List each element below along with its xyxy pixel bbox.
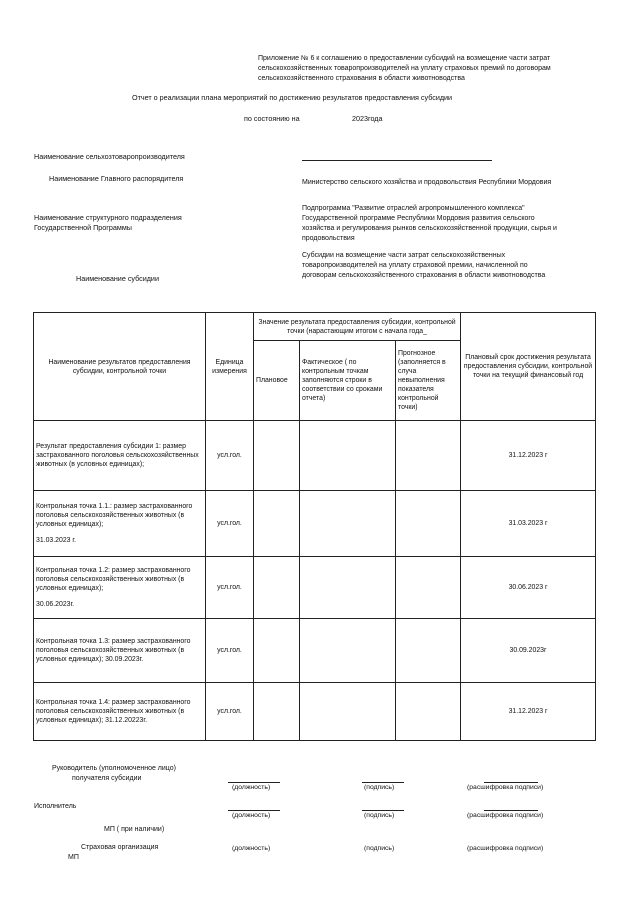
row-forecast[interactable] xyxy=(396,491,461,557)
executor-position-line xyxy=(228,810,280,811)
executor-signature-line xyxy=(362,810,404,811)
head-signature-line xyxy=(362,782,404,783)
row-forecast[interactable] xyxy=(396,557,461,619)
appendix-note: Приложение № 6 к соглашению о предоставлении субсидий на возмещение части затрат сельскохозяйственных товаропроизводителей на уплату страховых премий по договорам сельскохозяйственного страхования в области животноводства xyxy=(258,55,551,82)
row-date-note: 30.06.2023г. xyxy=(36,601,75,608)
table-row xyxy=(34,421,596,491)
subdivision-value: Подпрограмма "Развитие отраслей агропромышленного комплекса" Государственной программе Республики Мордовия развития сельского хозяйства и регулирования рынков сельскохозяйственной продукции, сырья и продовольствия xyxy=(302,205,557,242)
row-name-cell xyxy=(34,491,206,557)
row-date-note: 31.03.2023 г. xyxy=(36,537,76,544)
head-label-1: Руководитель (уполномоченное лицо) xyxy=(52,765,176,772)
mp-optional-label: МП ( при наличии) xyxy=(104,826,165,833)
subsidy-label: Наименование субсидии xyxy=(76,274,159,283)
row-unit: усл.гол. xyxy=(206,619,254,683)
insurer-position-caption: (должность) xyxy=(232,845,271,852)
executor-position-caption: (должность) xyxy=(232,812,271,819)
row-actual[interactable] xyxy=(300,491,396,557)
row-name: Контрольная точка 1.4: размер застрахованного поголовья сельскохозяйственных животных (в условных единицах); 31.12.20223г. xyxy=(36,699,191,724)
row-name-cell xyxy=(34,421,206,491)
row-name: Контрольная точка 1.2: размер застрахованного поголовья сельскохозяйственных животных (в условных единицах); xyxy=(36,567,191,592)
report-title: Отчет о реализации плана мероприятий по достижению результатов предоставления субсидии xyxy=(132,93,453,102)
head-decoding-caption: (расшифровка подписи) xyxy=(467,784,544,791)
row-name-cell xyxy=(34,557,206,619)
head-decoding-line xyxy=(484,782,538,783)
row-deadline: 31.12.2023 г xyxy=(461,683,596,741)
header-value-group: Значение результата предоставления субсидии, контрольной точки (нарастающим итогом с начала года_ xyxy=(254,313,461,341)
row-actual[interactable] xyxy=(300,421,396,491)
executor-decoding-caption: (расшифровка подписи) xyxy=(467,812,544,819)
row-deadline: 30.09.2023г xyxy=(461,619,596,683)
head-signature-caption: (подпись) xyxy=(364,784,395,791)
main-manager-value: Министерство сельского хозяйства и продовольствия Республики Мордовия xyxy=(302,179,552,186)
row-planned[interactable] xyxy=(254,491,300,557)
row-planned[interactable] xyxy=(254,619,300,683)
row-name: Результат предоставления субсидии 1: размер застрахованного поголовья сельскохозяйственных животных (в условных единицах); xyxy=(36,443,199,468)
table-row xyxy=(34,619,596,683)
row-planned[interactable] xyxy=(254,421,300,491)
header-planned: Плановое xyxy=(254,341,300,421)
table-row xyxy=(34,491,596,557)
head-position-caption: (должность) xyxy=(232,784,271,791)
subdivision-label: Наименование структурного подразделения Государственной Программы xyxy=(34,213,182,232)
header-name: Наименование результатов предоставления субсидии, контрольной точки xyxy=(34,313,206,421)
header-unit: Единица измерения xyxy=(206,313,254,421)
row-deadline: 30.06.2023 г xyxy=(461,557,596,619)
table-row xyxy=(34,557,596,619)
header-deadline: Плановый срок достижения результата предоставления субсидии, контрольной точки на текущий финансовый год xyxy=(461,313,596,421)
mp-label: МП xyxy=(68,854,79,861)
row-name: Контрольная точка 1.1.: размер застрахованного поголовья сельскохозяйственных животных (в условных единицах); xyxy=(36,503,193,528)
row-unit: усл.гол. xyxy=(206,491,254,557)
row-deadline: 31.03.2023 г xyxy=(461,491,596,557)
row-deadline: 31.12.2023 г xyxy=(461,421,596,491)
executor-decoding-line xyxy=(484,810,538,811)
row-forecast[interactable] xyxy=(396,421,461,491)
header-actual: Фактическое ( по контрольным точкам заполняются строки в соответствии со сроками отчета) xyxy=(300,341,396,421)
row-forecast[interactable] xyxy=(396,619,461,683)
row-planned[interactable] xyxy=(254,683,300,741)
row-unit: усл.гол. xyxy=(206,683,254,741)
subsidy-value: Субсидии на возмещение части затрат сельскохозяйственных товаропроизводителей на уплату страховой премии, начисленной по договорам сельскохозяйственного страхования в области животноводства xyxy=(302,252,546,279)
main-manager-label: Наименование Главного распорядителя xyxy=(49,174,184,183)
producer-underline xyxy=(302,160,492,161)
insurer-decoding-caption: (расшифровка подписи) xyxy=(467,845,544,852)
head-position-line xyxy=(228,782,280,783)
row-actual[interactable] xyxy=(300,683,396,741)
as-of-year: 2023года xyxy=(352,114,383,123)
row-name-cell xyxy=(34,619,206,683)
row-forecast[interactable] xyxy=(396,683,461,741)
row-planned[interactable] xyxy=(254,557,300,619)
as-of-label: по состоянию на xyxy=(244,114,300,123)
row-unit: усл.гол. xyxy=(206,557,254,619)
results-table xyxy=(33,312,596,741)
row-actual[interactable] xyxy=(300,619,396,683)
header-forecast: Прогнозное (заполняется в случа невыполнения показателя контрольной точки) xyxy=(396,341,461,421)
row-unit: усл.гол. xyxy=(206,421,254,491)
executor-signature-caption: (подпись) xyxy=(364,812,395,819)
insurer-signature-caption: (подпись) xyxy=(364,845,395,852)
row-name: Контрольная точка 1.3: размер застрахованного поголовья сельскохозяйственных животных (в условных единицах); 30.09.2023г. xyxy=(36,638,191,663)
head-label-2: получателя субсидии xyxy=(72,775,142,782)
row-name-cell xyxy=(34,683,206,741)
producer-label: Наименование сельхозтоваропроизводителя xyxy=(34,152,185,161)
row-actual[interactable] xyxy=(300,557,396,619)
insurer-label: Страховая организация xyxy=(81,844,159,851)
executor-label: Исполнитель xyxy=(34,803,77,810)
table-row xyxy=(34,683,596,741)
